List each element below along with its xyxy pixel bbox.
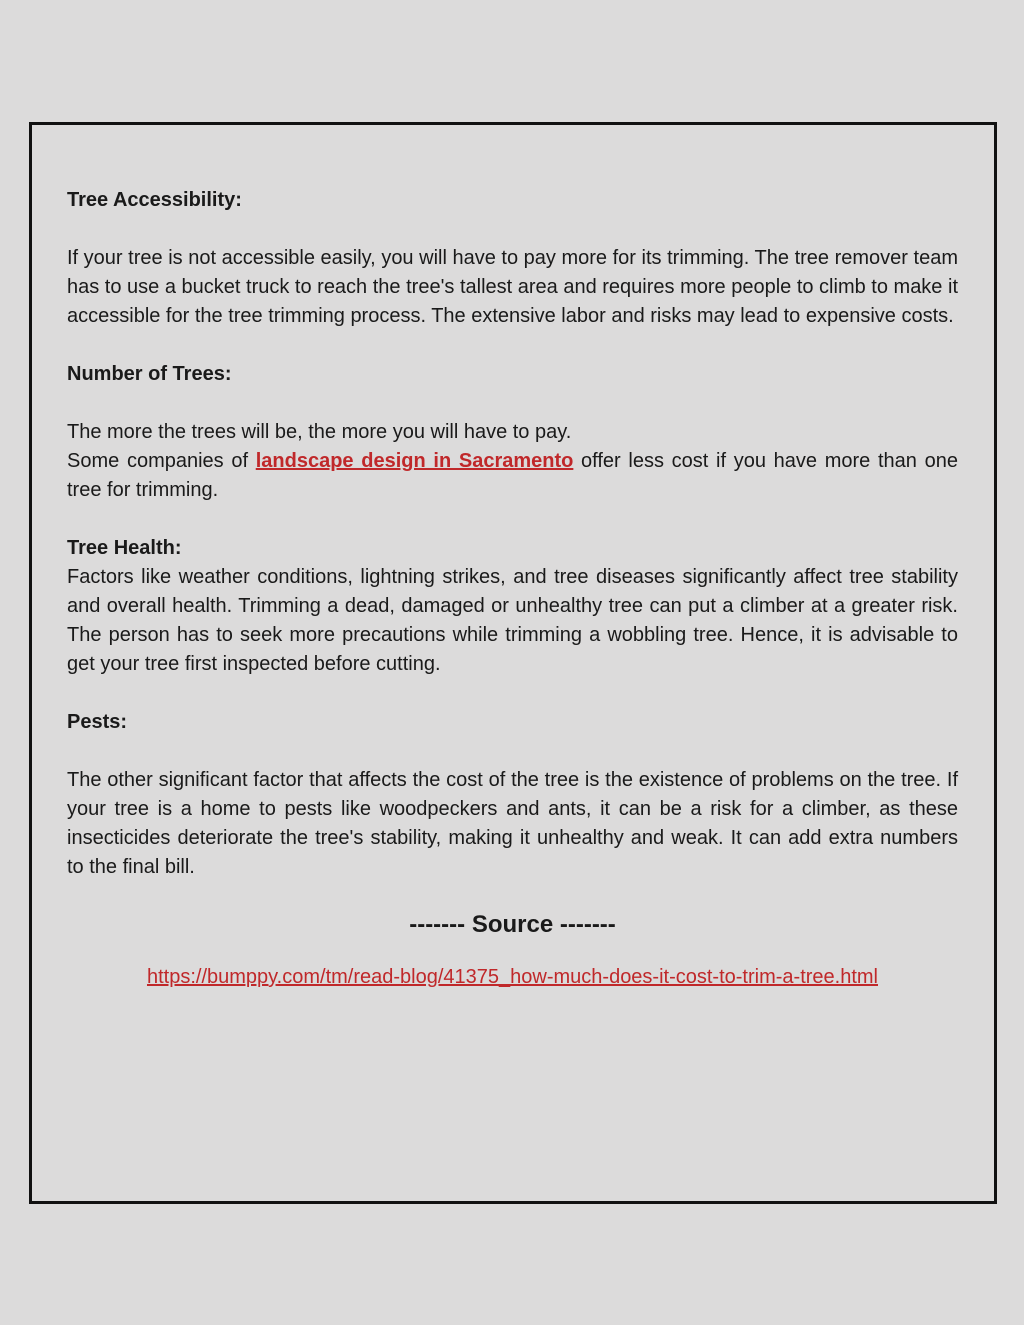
section-body-tree-health: Factors like weather conditions, lightning strikes, and tree diseases significantly affect tree stability and overall health. Trimming a dead, damaged or unhealthy tree can put a climber at a greater risk. The person has to seek more precautions while trimming a wobbling tree. Hence, it is advisable to get your tree first inspected before cutting.: [67, 566, 958, 675]
body-text-after-link: offer less cost if you have more than one tree for trimming.: [67, 450, 958, 501]
spacer: [67, 215, 958, 244]
section-body-accessibility: If your tree is not accessible easily, you will have to pay more for its trimming. The tree remover team has to use a bucket truck to reach the tree's tallest area and requires more people to climb to make it accessible for the tree trimming process. The extensive labor and risks may lead to expensive costs.: [67, 247, 958, 327]
source-url-link[interactable]: https://bumppy.com/tm/read-blog/41375_how-much-does-it-cost-to-trim-a-tree.html: [146, 966, 878, 988]
spacer: [67, 505, 958, 534]
spacer: [67, 679, 958, 708]
spacer: [67, 331, 958, 360]
source-label: ------- Source -------: [409, 911, 616, 938]
section-heading-pests: Pests:: [67, 711, 128, 733]
section-heading-accessibility: Tree Accessibility:: [67, 189, 242, 211]
section-heading-tree-health: Tree Health:: [67, 537, 182, 559]
section-body-pests: The other significant factor that affects the cost of the tree is the existence of problems on the tree. If your tree is a home to pests like woodpeckers and ants, it can be a risk for a climber, as these insecticides deteriorate the tree's stability, making it unhealthy and weak. It can add extra numbers to the final bill.: [67, 769, 958, 878]
section-body-number-of-trees-1: The more the trees will be, the more you will have to pay.: [67, 421, 572, 443]
spacer: [67, 737, 958, 766]
section-heading-number-of-trees: Number of Trees:: [67, 363, 232, 385]
body-text-before-link: Some companies of: [67, 450, 256, 472]
spacer: [67, 389, 958, 418]
document-content: [67, 186, 958, 990]
section-body-number-of-trees-2: [67, 447, 958, 505]
landscape-design-link[interactable]: landscape design in Sacramento: [255, 450, 574, 472]
